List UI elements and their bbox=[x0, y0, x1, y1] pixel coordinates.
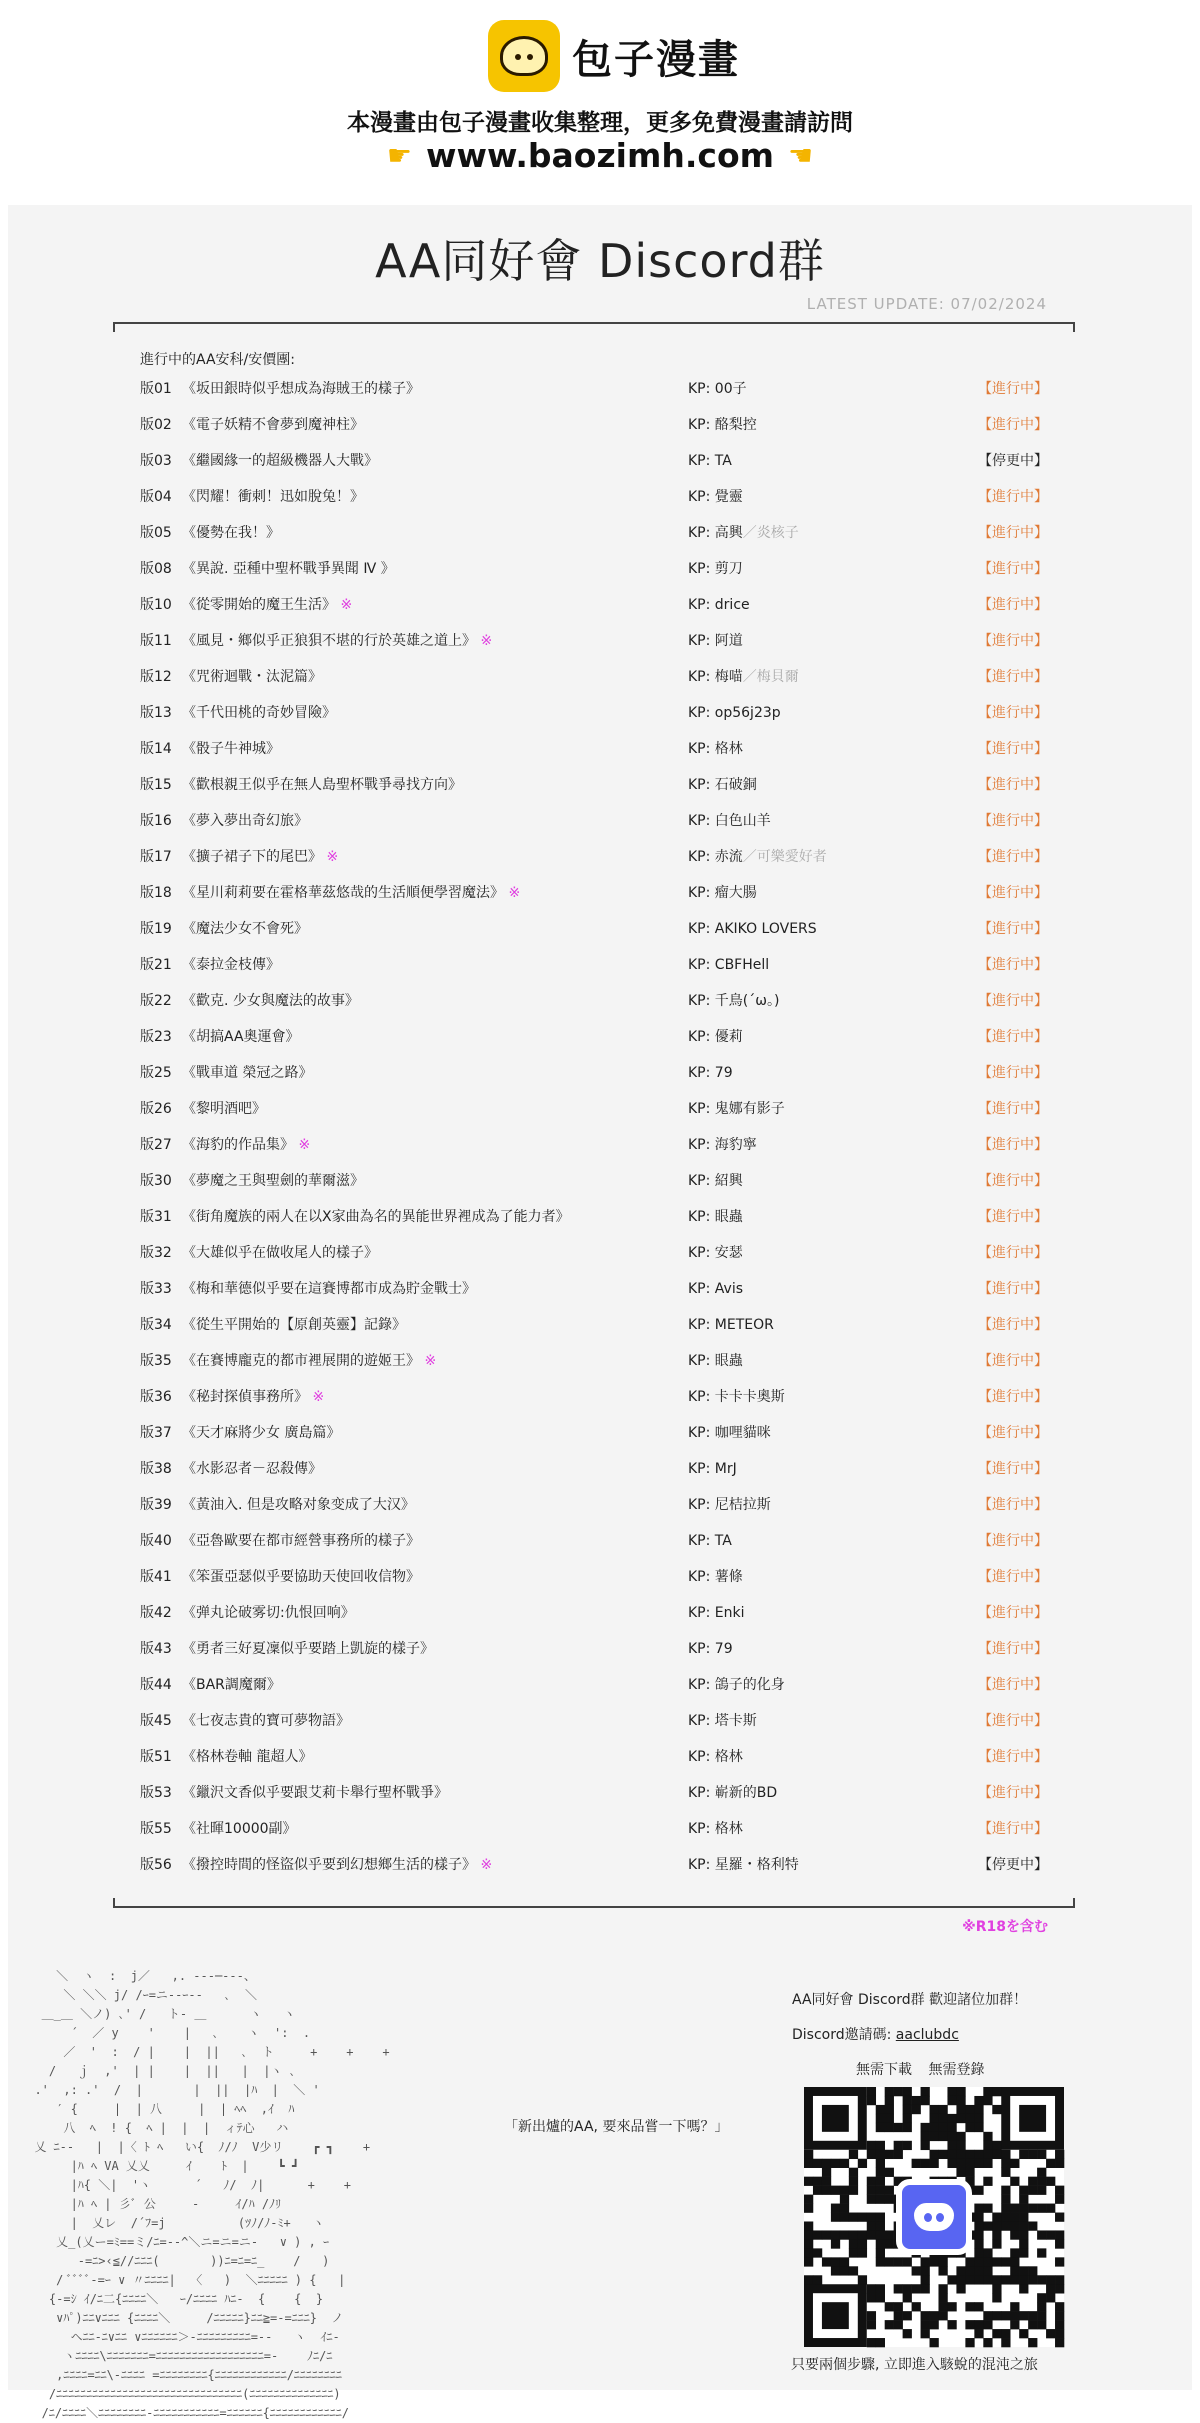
row-title: 《弹丸论破雾切:仇恨回响》 bbox=[182, 1605, 355, 1621]
row-number: 版45 bbox=[140, 1713, 172, 1729]
row-title: 《異說. 亞種中聖杯戰爭異聞 Ⅳ 》 bbox=[182, 561, 395, 577]
r18-mark: ※ bbox=[298, 1137, 311, 1153]
row-title: 《千代田桃的奇妙冒險》 bbox=[182, 705, 336, 721]
row-title: 《咒術迴戰・汰泥篇》 bbox=[182, 669, 322, 685]
row-title: 《撥控時間的怪盜似乎要到幻想鄉生活的樣子》 ※ bbox=[182, 1857, 493, 1873]
list-item bbox=[140, 1315, 1060, 1351]
status-badge: 【進行中】 bbox=[978, 1605, 1048, 1621]
row-kp: KP: 梅喵／梅貝爾 bbox=[688, 669, 799, 685]
no-download-note: 無需下載 無需登錄 bbox=[856, 2062, 985, 2078]
row-kp: KP: Avis bbox=[688, 1281, 744, 1297]
row-number: 版38 bbox=[140, 1461, 172, 1477]
row-kp: KP: 格林 bbox=[688, 1749, 743, 1765]
list-item bbox=[140, 667, 1060, 703]
r18-mark: ※ bbox=[424, 1353, 437, 1369]
row-number: 版11 bbox=[140, 633, 172, 649]
status-badge: 【進行中】 bbox=[978, 1317, 1048, 1333]
list-item bbox=[140, 1279, 1060, 1315]
row-kp: KP: 薯條 bbox=[688, 1569, 743, 1585]
r18-mark: ※ bbox=[340, 597, 353, 613]
status-badge: 【進行中】 bbox=[978, 1389, 1048, 1405]
row-number: 版51 bbox=[140, 1749, 172, 1765]
row-title: 《閃耀！衝刺！迅如脫兔！》 bbox=[182, 489, 364, 505]
status-badge: 【進行中】 bbox=[978, 1173, 1048, 1189]
row-kp: KP: 優莉 bbox=[688, 1029, 743, 1045]
list-item bbox=[140, 487, 1060, 523]
row-kp: KP: 尼桔拉斯 bbox=[688, 1497, 771, 1513]
brand-logo[interactable] bbox=[488, 20, 740, 92]
row-number: 版36 bbox=[140, 1389, 172, 1405]
invite-label: Discord邀請碼: bbox=[792, 2027, 896, 2043]
site-banner bbox=[0, 0, 1200, 200]
row-number: 版25 bbox=[140, 1065, 172, 1081]
status-badge: 【進行中】 bbox=[978, 993, 1048, 1009]
status-badge: 【停更中】 bbox=[978, 453, 1048, 469]
brand-name: 包子漫畫 bbox=[572, 36, 740, 83]
row-number: 版18 bbox=[140, 885, 172, 901]
row-kp: KP: 赤流／可樂愛好者 bbox=[688, 849, 827, 865]
row-kp: KP: 格林 bbox=[688, 1821, 743, 1837]
row-kp: KP: 00子 bbox=[688, 381, 747, 397]
status-badge: 【進行中】 bbox=[978, 705, 1048, 721]
list-item bbox=[140, 1207, 1060, 1243]
row-title: 《胡搞AA奧運會》 bbox=[182, 1029, 300, 1045]
list-item bbox=[140, 955, 1060, 991]
row-number: 版31 bbox=[140, 1209, 172, 1225]
list-item bbox=[140, 595, 1060, 631]
row-number: 版39 bbox=[140, 1497, 172, 1513]
list-item bbox=[140, 1747, 1060, 1783]
row-title: 《水影忍者－忍殺傳》 bbox=[182, 1461, 322, 1477]
row-kp: KP: MrJ bbox=[688, 1461, 737, 1477]
list-heading: 進行中的AA安科/安價團: bbox=[140, 352, 295, 368]
row-number: 版16 bbox=[140, 813, 172, 829]
r18-mark: ※ bbox=[326, 849, 339, 865]
status-badge: 【進行中】 bbox=[978, 1749, 1048, 1765]
list-item bbox=[140, 631, 1060, 667]
list-item bbox=[140, 703, 1060, 739]
row-title: 《街角魔族的兩人在以X家曲為名的異能世界裡成為了能力者》 bbox=[182, 1209, 570, 1225]
status-badge: 【進行中】 bbox=[978, 1245, 1048, 1261]
r18-mark: ※ bbox=[480, 633, 493, 649]
list-item bbox=[140, 451, 1060, 487]
list-item bbox=[140, 1171, 1060, 1207]
status-badge: 【進行中】 bbox=[978, 921, 1048, 937]
row-kp: KP: 瘤大腸 bbox=[688, 885, 757, 901]
row-number: 版03 bbox=[140, 453, 172, 469]
status-badge: 【進行中】 bbox=[978, 1101, 1048, 1117]
row-kp: KP: Enki bbox=[688, 1605, 745, 1621]
row-kp: KP: 眼蟲 bbox=[688, 1353, 743, 1369]
row-number: 版44 bbox=[140, 1677, 172, 1693]
row-title: 《大雄似乎在做收尾人的樣子》 bbox=[182, 1245, 378, 1261]
list-item bbox=[140, 883, 1060, 919]
list-item bbox=[140, 1099, 1060, 1135]
row-title: 《夢入夢出奇幻旅》 bbox=[182, 813, 308, 829]
row-number: 版17 bbox=[140, 849, 172, 865]
row-kp: KP: 石破銅 bbox=[688, 777, 757, 793]
row-number: 版43 bbox=[140, 1641, 172, 1657]
status-badge: 【進行中】 bbox=[978, 1209, 1048, 1225]
status-badge: 【進行中】 bbox=[978, 1713, 1048, 1729]
discord-logo-icon bbox=[896, 2179, 972, 2255]
row-kp: KP: 安瑟 bbox=[688, 1245, 743, 1261]
pointing-hand-icon: ☛ bbox=[788, 139, 814, 172]
status-badge: 【進行中】 bbox=[978, 1785, 1048, 1801]
banner-notice: 本漫畫由包子漫畫收集整理，更多免費漫畫請訪問 bbox=[347, 110, 853, 136]
row-number: 版35 bbox=[140, 1353, 172, 1369]
row-title: 《繼國緣一的超級機器人大戰》 bbox=[182, 453, 378, 469]
list-item bbox=[140, 1567, 1060, 1603]
row-number: 版05 bbox=[140, 525, 172, 541]
last-update: LATEST UPDATE: 07/02/2024 bbox=[806, 295, 1047, 313]
row-title: 《海豹的作品集》 ※ bbox=[182, 1137, 311, 1153]
row-title: 《黎明酒吧》 bbox=[182, 1101, 266, 1117]
row-number: 版42 bbox=[140, 1605, 172, 1621]
row-kp: KP: 千鳥(´ω。) bbox=[688, 993, 780, 1009]
row-kp: KP: 眼蟲 bbox=[688, 1209, 743, 1225]
status-badge: 【進行中】 bbox=[978, 489, 1048, 505]
status-badge: 【進行中】 bbox=[978, 597, 1048, 613]
row-kp: KP: 卡卡卡奧斯 bbox=[688, 1389, 785, 1405]
status-badge: 【進行中】 bbox=[978, 1641, 1048, 1657]
row-title: 《星川莉莉要在霍格華茲悠哉的生活順便學習魔法》 ※ bbox=[182, 885, 521, 901]
row-kp: KP: CBFHell bbox=[688, 957, 770, 973]
row-title: 《風見・鄉似乎正狼狽不堪的行於英雄之道上》 ※ bbox=[182, 633, 493, 649]
row-number: 版15 bbox=[140, 777, 172, 793]
row-number: 版41 bbox=[140, 1569, 172, 1585]
row-number: 版01 bbox=[140, 381, 172, 397]
status-badge: 【進行中】 bbox=[978, 1461, 1048, 1477]
status-badge: 【進行中】 bbox=[978, 1353, 1048, 1369]
list-item bbox=[140, 775, 1060, 811]
status-badge: 【進行中】 bbox=[978, 1137, 1048, 1153]
row-title: 《秘封探偵事務所》 ※ bbox=[182, 1389, 325, 1405]
row-number: 版26 bbox=[140, 1101, 172, 1117]
row-number: 版12 bbox=[140, 669, 172, 685]
status-badge: 【進行中】 bbox=[978, 1821, 1048, 1837]
list-item bbox=[140, 559, 1060, 595]
list-item bbox=[140, 1027, 1060, 1063]
row-number: 版55 bbox=[140, 1821, 172, 1837]
list-item bbox=[140, 847, 1060, 883]
row-title: 《天才麻將少女 廣島篇》 bbox=[182, 1425, 341, 1441]
status-badge: 【進行中】 bbox=[978, 669, 1048, 685]
row-kp: KP: 79 bbox=[688, 1641, 733, 1657]
row-title: 《從零開始的魔王生活》 ※ bbox=[182, 597, 353, 613]
row-kp: KP: 嶄新的BD bbox=[688, 1785, 778, 1801]
row-kp: KP: 星羅・格利特 bbox=[688, 1857, 799, 1873]
row-kp: KP: op56j23p bbox=[688, 705, 781, 721]
row-kp: KP: AKIKO LOVERS bbox=[688, 921, 817, 937]
content-page bbox=[8, 205, 1192, 2420]
row-title: 《BAR調魔爾》 bbox=[182, 1677, 281, 1693]
row-number: 版34 bbox=[140, 1317, 172, 1333]
status-badge: 【進行中】 bbox=[978, 777, 1048, 793]
list-item bbox=[140, 1387, 1060, 1423]
row-number: 版33 bbox=[140, 1281, 172, 1297]
discord-join-text: AA同好會 Discord群 歡迎諸位加群！ bbox=[792, 1992, 1028, 2008]
row-title: 《格林卷軸 龍超人》 bbox=[182, 1749, 313, 1765]
row-title: 《在賽博龐克的都市裡展開的遊姬王》 ※ bbox=[182, 1353, 437, 1369]
row-number: 版21 bbox=[140, 957, 172, 973]
list-item bbox=[140, 1063, 1060, 1099]
list-item bbox=[140, 1711, 1060, 1747]
status-badge: 【進行中】 bbox=[978, 741, 1048, 757]
ascii-quote: 「新出爐的AA, 要來品嘗一下嗎？」 bbox=[504, 2119, 729, 2135]
row-kp: KP: TA bbox=[688, 1533, 732, 1549]
status-badge: 【進行中】 bbox=[978, 525, 1048, 541]
row-title: 《魔法少女不會死》 bbox=[182, 921, 308, 937]
status-badge: 【進行中】 bbox=[978, 1677, 1048, 1693]
row-number: 版19 bbox=[140, 921, 172, 937]
row-title: 《骰子牛神城》 bbox=[182, 741, 280, 757]
list-item bbox=[140, 1351, 1060, 1387]
status-badge: 【停更中】 bbox=[978, 1857, 1048, 1873]
row-kp: KP: 紹興 bbox=[688, 1173, 743, 1189]
row-number: 版56 bbox=[140, 1857, 172, 1873]
status-badge: 【進行中】 bbox=[978, 417, 1048, 433]
row-title: 《坂田銀時似乎想成為海賊王的樣子》 bbox=[182, 381, 420, 397]
row-number: 版14 bbox=[140, 741, 172, 757]
row-title: 《從生平開始的【原創英靈】記錄》 bbox=[182, 1317, 406, 1333]
row-number: 版40 bbox=[140, 1533, 172, 1549]
status-badge: 【進行中】 bbox=[978, 885, 1048, 901]
status-badge: 【進行中】 bbox=[978, 561, 1048, 577]
list-item bbox=[140, 991, 1060, 1027]
list-item bbox=[140, 1459, 1060, 1495]
list-item bbox=[140, 1495, 1060, 1531]
list-item bbox=[140, 1135, 1060, 1171]
row-number: 版27 bbox=[140, 1137, 172, 1153]
list-item bbox=[140, 1855, 1060, 1891]
status-badge: 【進行中】 bbox=[978, 1029, 1048, 1045]
row-title: 《泰拉金枝傳》 bbox=[182, 957, 280, 973]
list-item bbox=[140, 1603, 1060, 1639]
list-item bbox=[140, 1423, 1060, 1459]
list-item bbox=[140, 1243, 1060, 1279]
status-badge: 【進行中】 bbox=[978, 1281, 1048, 1297]
list-item bbox=[140, 919, 1060, 955]
row-title: 《擴子裙子下的尾巴》 ※ bbox=[182, 849, 339, 865]
pointing-hand-icon: ☛ bbox=[386, 139, 412, 172]
bun-logo-icon bbox=[488, 20, 560, 92]
row-title: 《梅和華德似乎要在這賽博都市成為貯金戰士》 bbox=[182, 1281, 476, 1297]
row-title: 《笨蛋亞瑟似乎要協助天使回收信物》 bbox=[182, 1569, 420, 1585]
row-kp: KP: 海豹寧 bbox=[688, 1137, 757, 1153]
row-kp: KP: 格林 bbox=[688, 741, 743, 757]
row-title: 《歡克. 少女與魔法的故事》 bbox=[182, 993, 359, 1009]
row-number: 版10 bbox=[140, 597, 172, 613]
row-kp: KP: drice bbox=[688, 597, 750, 613]
row-kp: KP: 咖哩貓咪 bbox=[688, 1425, 771, 1441]
row-title: 《戰車道 榮冠之路》 bbox=[182, 1065, 313, 1081]
status-badge: 【進行中】 bbox=[978, 381, 1048, 397]
row-number: 版04 bbox=[140, 489, 172, 505]
list-item bbox=[140, 1783, 1060, 1819]
row-kp: KP: 酪梨控 bbox=[688, 417, 757, 433]
row-number: 版22 bbox=[140, 993, 172, 1009]
list-item bbox=[140, 1675, 1060, 1711]
r18-mark: ※ bbox=[508, 885, 521, 901]
row-title: 《電子妖精不會夢到魔神柱》 bbox=[182, 417, 364, 433]
status-badge: 【進行中】 bbox=[978, 813, 1048, 829]
r18-mark: ※ bbox=[480, 1857, 493, 1873]
session-list bbox=[140, 379, 1060, 1891]
row-title: 《黃油入. 但是攻略对象变成了大汉》 bbox=[182, 1497, 415, 1513]
qr-code-icon[interactable] bbox=[804, 2087, 1064, 2347]
row-number: 版30 bbox=[140, 1173, 172, 1189]
row-number: 版08 bbox=[140, 561, 172, 577]
list-item bbox=[140, 523, 1060, 559]
ascii-art-illustration: ＼ ヽ : j／ ,. ---─---、 ＼ ＼＼ j/ /ｰ=ニ--ｰ‐‐ ､ ＼ ＿_＿ ＼ノ) ､' / ト- ＿ ヽ ヽ ´ ／ y ' | ､ ヽ ': . ／ ' : / | | || ､ ト + + + / ｊ ,' | | | || | |ヽ ､ .' ,: .' / | | || |ﾊ | ＼ ' ′ { | | 八 | | ﾍﾍ ,ｲ ﾊ 八 ﾍ ! { ﾍ | | | ィﾃ心 ハ 乂 ﾆ-‐ | |〈 ﾄ ﾍ い{ ﾉ/ﾉ V少リ ┏ ┓ + |ﾊ ﾍ VA 乂乂 ｲ ﾄ | ┗ ┛ |ﾊ{ ＼| 'ヽ ´ ﾉ/ ﾉ| + + |ﾊ ﾍ | 彡ﾞ 公 - ｲ/ﾊ /ﾉﾘ | 乂レ /´ﾌ=j (ﾂﾉ/ﾉ-ﾐ+ ヽ 乂_(乂ー=ﾐ==ミ/ﾆ=-‐^＼ニ=ニ=ニ‐ ∨ ) , ｰ ‐=ﾆ>‹≦//ﾆﾆﾆ( ))ﾆ=ﾆ=ﾆ_ / ) / ﾞﾞﾞﾞ-=ｰ ∨ 〃ﾆﾆﾆﾆ| 〈 ) ＼ﾆﾆﾆﾆﾆ ) { | {-=ｼ ｲ/ﾆ二{ﾆﾆﾆﾆ＼ ｰ/ﾆﾆﾆﾆ ﾊﾆ- { { } ∨ﾊﾟ)ﾆﾆ∨ﾆﾆﾆ {ﾆﾆﾆﾆ＼ /ﾆﾆﾆﾆﾆ}ﾆﾆ≧=-=ﾆﾆﾆ} ノ ヘﾆﾆ-ﾆ∨ﾆﾆ ∨ﾆﾆﾆﾆﾆﾆ＞‐ﾆﾆﾆﾆﾆﾆﾆﾆﾆ=-‐ ヽ ｲﾆ- ヽﾆﾆﾆﾆ\ﾆﾆﾆﾆﾆﾆﾆ=ﾆﾆﾆﾆﾆﾆﾆﾆﾆﾆﾆﾆﾆﾆﾆﾆﾆﾆ=- ﾉﾆ/ﾆ ,ﾆﾆﾆﾆ=ﾆﾆ\-ﾆﾆﾆﾆ =ﾆﾆﾆﾆﾆﾆﾆﾆ{ﾆﾆﾆﾆﾆﾆﾆﾆﾆﾆﾆﾆ/ﾆﾆﾆﾆﾆﾆﾆﾆ /ﾆﾆﾆﾆﾆﾆﾆﾆﾆﾆﾆﾆﾆﾆﾆﾆﾆﾆﾆﾆﾆﾆﾆﾆﾆﾆﾆﾆﾆﾆﾆ(ﾆﾆﾆﾆﾆﾆﾆﾆﾆﾆﾆﾆﾆﾆ) /ﾆ/ﾆﾆﾆﾆ＼ﾆﾆﾆﾆﾆﾆﾆﾆ‐ﾆﾆﾆﾆﾆﾆﾆﾆﾆﾆﾆ=ﾆﾆﾆﾆﾆﾆ{ﾆﾆﾆﾆﾆﾆﾆﾆﾆﾆﾆﾆ/ bbox=[34, 1969, 390, 2420]
row-kp: KP: 白色山羊 bbox=[688, 813, 771, 829]
row-kp: KP: METEOR bbox=[688, 1317, 774, 1333]
status-badge: 【進行中】 bbox=[978, 957, 1048, 973]
row-kp: KP: 塔卡斯 bbox=[688, 1713, 757, 1729]
row-title: 《社暉10000副》 bbox=[182, 1821, 297, 1837]
row-kp: KP: 剪刀 bbox=[688, 561, 743, 577]
row-title: 《亞魯歐要在都市經營事務所的樣子》 bbox=[182, 1533, 420, 1549]
row-number: 版32 bbox=[140, 1245, 172, 1261]
list-item bbox=[140, 811, 1060, 847]
page-title: AA同好會 Discord群 bbox=[375, 234, 825, 288]
row-kp: KP: TA bbox=[688, 453, 732, 469]
status-badge: 【進行中】 bbox=[978, 1425, 1048, 1441]
row-kp: KP: 覺靈 bbox=[688, 489, 743, 505]
banner-url-line[interactable] bbox=[0, 136, 1200, 175]
list-item bbox=[140, 415, 1060, 451]
row-title: 《夢魔之王與聖劍的華爾滋》 bbox=[182, 1173, 364, 1189]
row-kp: KP: 高興／炎核子 bbox=[688, 525, 799, 541]
list-item bbox=[140, 1531, 1060, 1567]
row-title: 《勇者三好夏凜似乎要踏上凱旋的樣子》 bbox=[182, 1641, 434, 1657]
row-kp: KP: 鴿子的化身 bbox=[688, 1677, 785, 1693]
list-item bbox=[140, 1819, 1060, 1855]
row-number: 版53 bbox=[140, 1785, 172, 1801]
list-item bbox=[140, 379, 1060, 415]
footer-note: 只要兩個步驟, 立即進入駭蛻的混沌之旅 bbox=[791, 2357, 1038, 2373]
row-number: 版37 bbox=[140, 1425, 172, 1441]
row-number: 版02 bbox=[140, 417, 172, 433]
r18-note: ※R18を含む bbox=[962, 1919, 1048, 1935]
row-number: 版23 bbox=[140, 1029, 172, 1045]
banner-url[interactable]: www.baozimh.com bbox=[426, 136, 774, 175]
row-title: 《鑞沢文香似乎要跟艾莉卡舉行聖杯戰爭》 bbox=[182, 1785, 448, 1801]
invite-code-link[interactable]: aaclubdc bbox=[895, 2027, 959, 2043]
row-kp: KP: 阿道 bbox=[688, 633, 743, 649]
status-badge: 【進行中】 bbox=[978, 1065, 1048, 1081]
status-badge: 【進行中】 bbox=[978, 849, 1048, 865]
status-badge: 【進行中】 bbox=[978, 633, 1048, 649]
row-kp: KP: 79 bbox=[688, 1065, 733, 1081]
row-title: 《七夜志貴的寶可夢物語》 bbox=[182, 1713, 350, 1729]
row-title: 《歡根親王似乎在無人島聖杯戰爭尋找方向》 bbox=[182, 777, 462, 793]
status-badge: 【進行中】 bbox=[978, 1533, 1048, 1549]
status-badge: 【進行中】 bbox=[978, 1569, 1048, 1585]
row-kp: KP: 鬼娜有影子 bbox=[688, 1101, 785, 1117]
row-title: 《優勢在我！》 bbox=[182, 525, 280, 541]
r18-mark: ※ bbox=[312, 1389, 325, 1405]
status-badge: 【進行中】 bbox=[978, 1497, 1048, 1513]
discord-invite bbox=[792, 2024, 959, 2044]
row-number: 版13 bbox=[140, 705, 172, 721]
list-item bbox=[140, 739, 1060, 775]
list-item bbox=[140, 1639, 1060, 1675]
